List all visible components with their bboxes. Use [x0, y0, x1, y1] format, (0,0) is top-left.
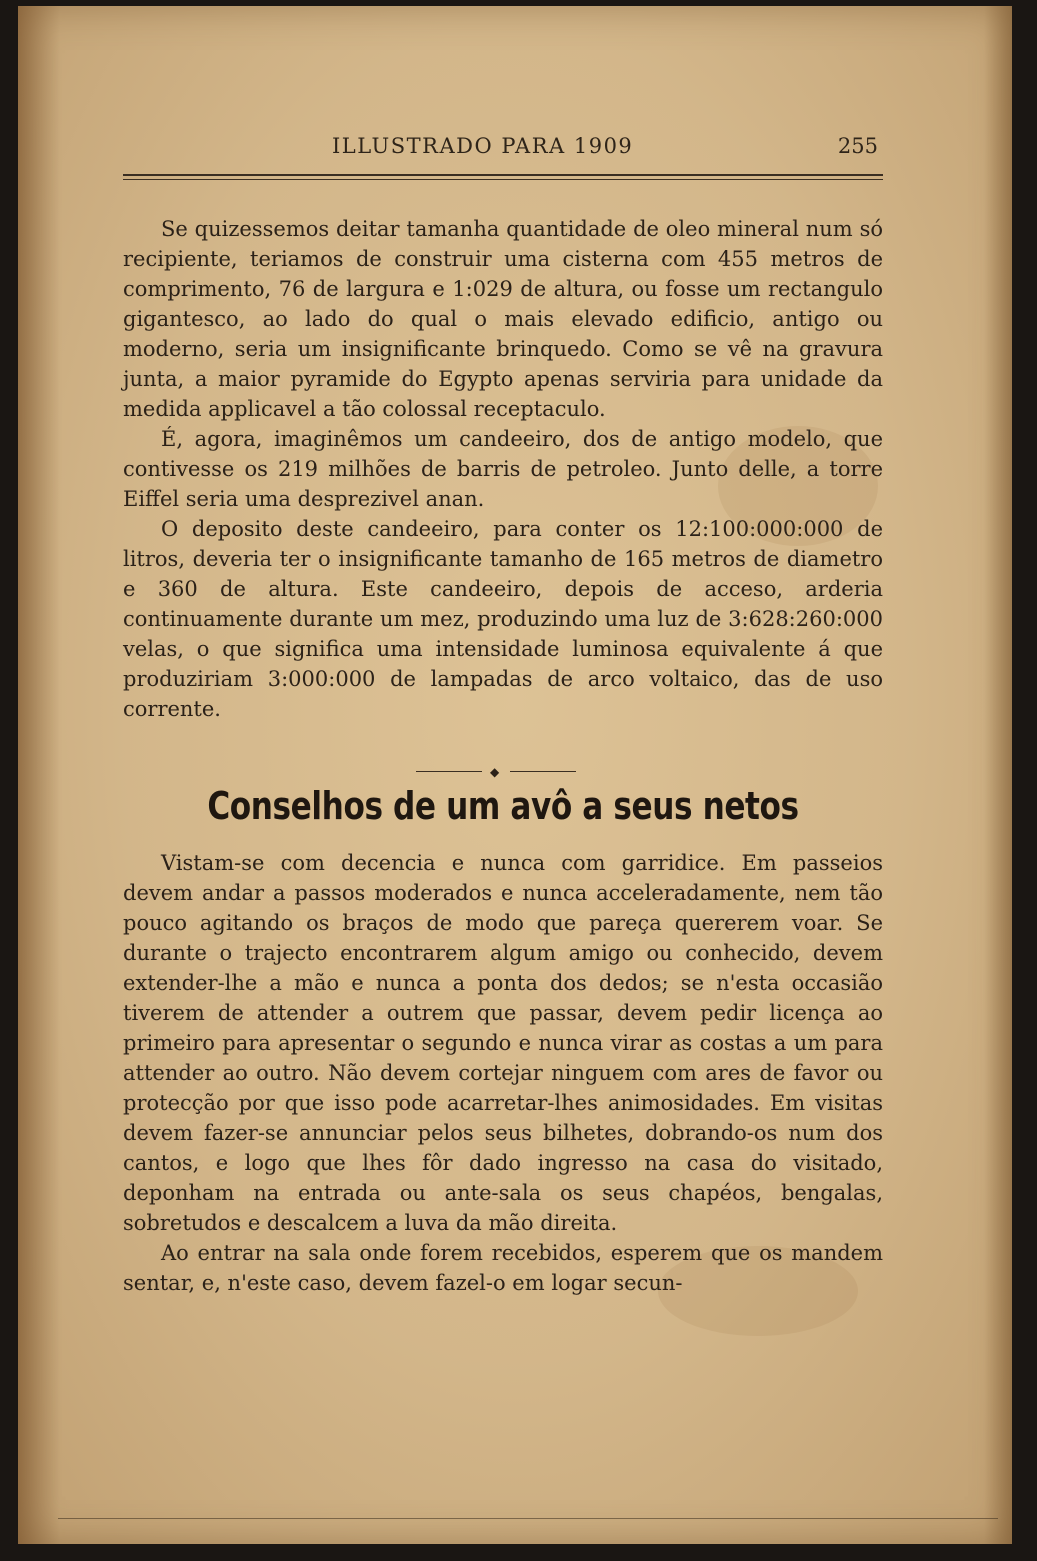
header-title: ILLUSTRADO PARA 1909	[332, 134, 634, 158]
paragraph: O deposito deste candeeiro, para conter os 12:100:000:000 de litros, deveria ter o insignificante tamanho de 165 metros de diametro e 360 de altura. Este candeeiro, depois de acceso, arderia continuamente durante um mez, produzindo uma luz de 3:628:260:000 velas, o que significa uma intensidade luminosa equivalente á que produziriam 3:000:000 de lampadas de arco voltaico, das de uso corrente.	[123, 517, 883, 721]
article-continuation	[123, 214, 883, 724]
running-header	[104, 134, 880, 166]
header-rule-thin	[123, 179, 883, 180]
paragraph: Ao entrar na sala onde forem recebidos, esperem que os mandem sentar, e, n'este caso, devem fazel-o em logar secun-	[123, 1241, 883, 1295]
article-body	[123, 848, 883, 1298]
paragraph: Se quizessemos deitar tamanha quantidade de oleo mineral num só recipiente, teriamos de construir uma cisterna com 455 metros de comprimento, 76 de largura e 1:029 de altura, ou fosse um rectangulo gigantesco, ao lado do qual o mais elevado edificio, antigo ou moderno, seria um insignificante brinquedo. Como se vê na gravura junta, a maior pyramide do Egypto apenas serviria para unidade da medida applicavel a tão colossal receptaculo.	[123, 217, 883, 421]
paragraph: Vistam-se com decencia e nunca com garridice. Em passeios devem andar a passos moderados e nunca acceleradamente, nem tão pouco agitando os braços de modo que pareça quererem voar. Se durante o trajecto encontrarem algum amigo ou conhecido, devem extender-lhe a mão e nunca a ponta dos dedos; se n'esta occasião tiverem de attender a outrem que passar, devem pedir licença ao primeiro para apresentar o segundo e nunca virar as costas a um para attender ao outro. Não devem cortejar ninguem com ares de favor ou protecção por que isso pode acarretar-lhes animosidades. Em visitas devem fazer-se annunciar pelos seus bilhetes, dobrando-os num dos cantos, e logo que lhes fôr dado ingresso na casa do visitado, deponham na entrada ou ante-sala os seus chapéos, bengalas, sobretudos e descalcem a luva da mão direita.	[123, 851, 883, 1235]
header-rule	[123, 174, 883, 176]
section-divider	[416, 766, 576, 778]
paragraph: É, agora, imaginêmos um candeeiro, dos de antigo modelo, que contivesse os 219 milhões de barris de petroleo. Junto delle, a torre Eiffel seria uma desprezivel anan.	[123, 427, 883, 511]
page-edge-shadow	[984, 6, 1012, 1544]
page	[18, 6, 1012, 1544]
divider-ornament-icon: ◆	[490, 765, 500, 779]
page-bottom-crease	[58, 1518, 998, 1519]
divider-line	[510, 771, 576, 772]
page-number: 255	[837, 134, 878, 158]
binding-shadow	[18, 6, 60, 1544]
section-heading: Conselhos de um avô a seus netos	[207, 784, 799, 828]
divider-line	[416, 771, 482, 772]
